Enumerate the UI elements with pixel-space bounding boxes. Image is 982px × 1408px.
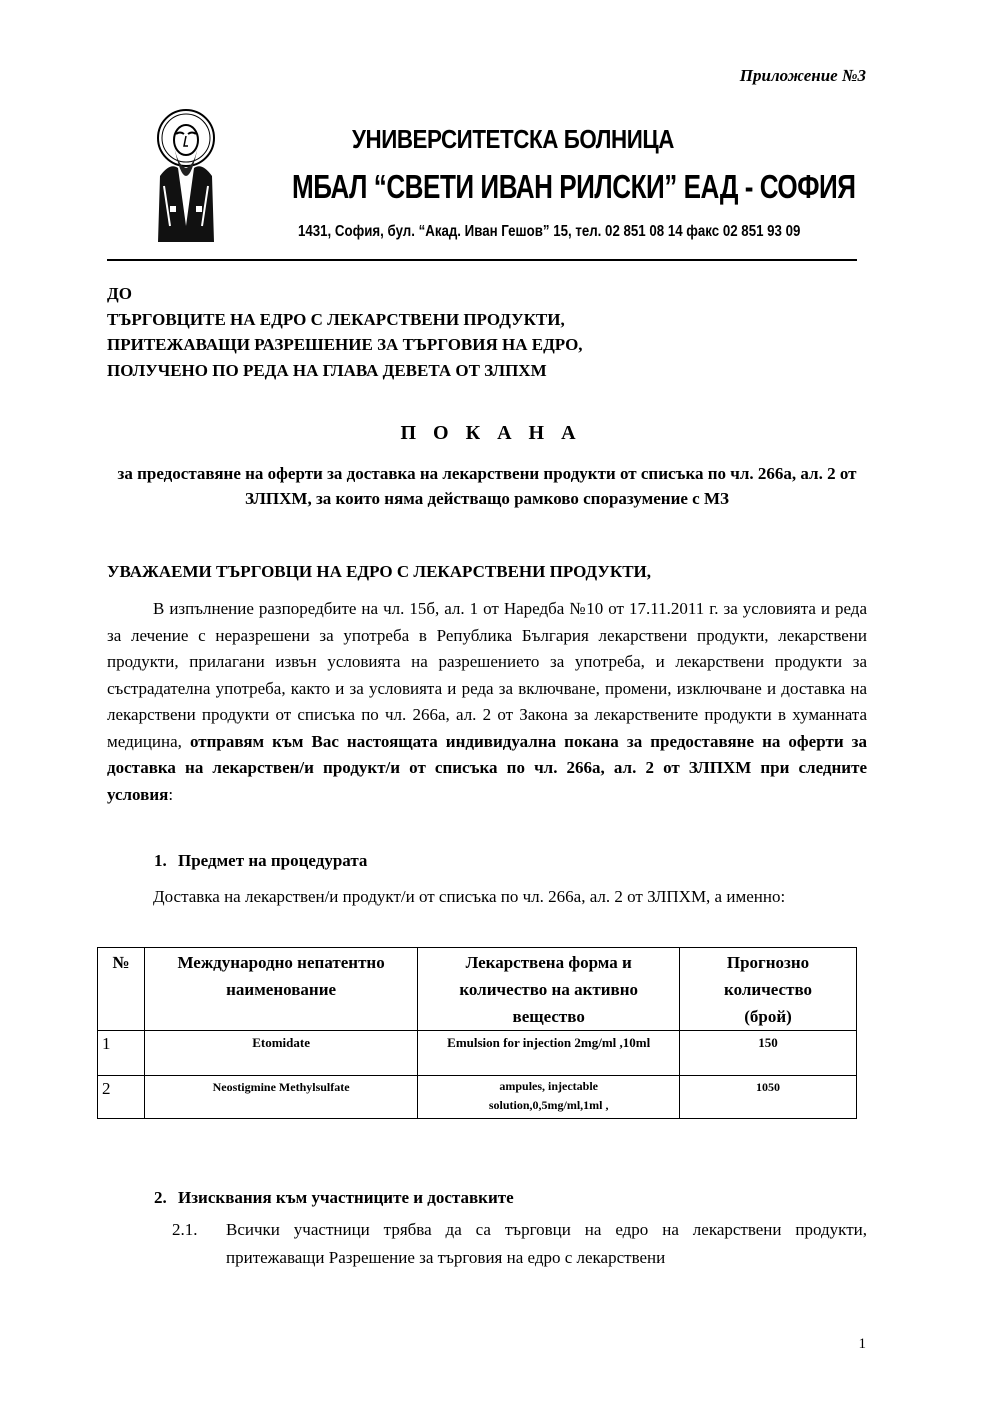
- column-header: Лекарствена форма и количество на активно вещество: [418, 948, 680, 1031]
- addressee-line: ТЪРГОВЦИТЕ НА ЕДРО С ЛЕКАРСТВЕНИ ПРОДУКТИ,: [107, 309, 565, 329]
- section-number: 2.: [154, 1188, 167, 1207]
- section-number: 1.: [154, 851, 167, 870]
- intro-plain-text: В изпълнение разпоредбите на чл. 15б, ал. 1 от Наредба №10 от 17.11.2011 г. за условията и реда за лечение с неразрешени за употреба в Република България лекарствени продукти, лекарствени продукти, прилагани извън условията на разрешението за употреба, и лекарствени продукти за състрадателна употреба, както и за условията и реда за включване, промени, изключване и доставка на лекарствени продукти от списъка по чл. 266а, ал. 2 от Закона за лекарствените продукти в хуманната медицина,: [107, 599, 867, 751]
- subsection-number: 2.1.: [172, 1220, 198, 1239]
- inn-cell: Neostigmine Methylsulfate: [144, 1076, 417, 1119]
- document-subtitle: за предоставяне на оферти за доставка на лекарствени продукти от списъка по чл. 266а, ал. 2 от ЗЛПХМ, за които няма действащо рамково споразумение с МЗ: [117, 464, 857, 508]
- hospital-address: 1431, София, бул. “Акад. Иван Гешов” 15, тел. 02 851 08 14 факс 02 851 93 09: [298, 223, 801, 240]
- table-row: [98, 1031, 857, 1076]
- hospital-name-line1: УНИВЕРСИТЕТСКА БОЛНИЦА: [352, 124, 674, 154]
- saint-icon-logo: [150, 106, 222, 242]
- section-1-text: Доставка на лекарствен/и продукт/и от списъка по чл. 266а, ал. 2 от ЗЛПХМ, а именно:: [153, 887, 786, 906]
- addressee-block: [107, 281, 583, 383]
- document-title: П О К А Н А: [400, 422, 582, 444]
- page-number: 1: [858, 1336, 866, 1352]
- table-row: [98, 1076, 857, 1119]
- form-cell: ampules, injectable solution,0,5mg/ml,1ml ,: [418, 1076, 680, 1119]
- header-divider: [107, 259, 857, 261]
- subsection-text: Всички участници трябва да са търговци на едро на лекарствени продукти, притежаващи Разрешение за търговия на едро с лекарствени: [226, 1220, 867, 1267]
- addressee-line: ПОЛУЧЕНО ПО РЕДА НА ГЛАВА ДЕВЕТА ОТ ЗЛПХМ: [107, 360, 547, 380]
- quantity-cell: 1050: [680, 1076, 857, 1119]
- subsection-2-1: [172, 1216, 867, 1272]
- intro-paragraph: [107, 596, 867, 808]
- intro-end: :: [168, 784, 174, 804]
- intro-bold-text: отправям към Вас настоящата индивидуална покана за предоставяне на оферти за доставка на лекарствен/и продукт/и от списъка по чл. 266а, ал. 2 от ЗЛПХМ при следните условия: [107, 731, 867, 804]
- row-number: 2: [98, 1076, 145, 1119]
- section-1-heading: [154, 851, 367, 871]
- column-header: №: [98, 948, 145, 1031]
- section-title: Предмет на процедурата: [178, 851, 368, 870]
- table-header-row: [98, 948, 857, 1031]
- column-header: Прогнозно количество (брой): [680, 948, 857, 1031]
- addressee-line: ДО: [107, 284, 132, 303]
- section-title: Изисквания към участниците и доставките: [178, 1188, 514, 1207]
- form-cell: Emulsion for injection 2mg/ml ,10ml: [418, 1031, 680, 1076]
- salutation: УВАЖАЕМИ ТЪРГОВЦИ НА ЕДРО С ЛЕКАРСТВЕНИ ПРОДУКТИ,: [107, 562, 652, 581]
- hospital-name-line2: МБАЛ “СВЕТИ ИВАН РИЛСКИ” ЕАД - СОФИЯ: [292, 168, 856, 205]
- medicines-table: [97, 947, 857, 1119]
- row-number: 1: [98, 1031, 145, 1076]
- annex-label: Приложение №3: [739, 66, 866, 85]
- column-header: Международно непатентно наименование: [144, 948, 417, 1031]
- quantity-cell: 150: [680, 1031, 857, 1076]
- section-2-heading: [154, 1188, 514, 1208]
- addressee-line: ПРИТЕЖАВАЩИ РАЗРЕШЕНИЕ ЗА ТЪРГОВИЯ НА ЕДРО,: [107, 335, 583, 354]
- inn-cell: Etomidate: [144, 1031, 417, 1076]
